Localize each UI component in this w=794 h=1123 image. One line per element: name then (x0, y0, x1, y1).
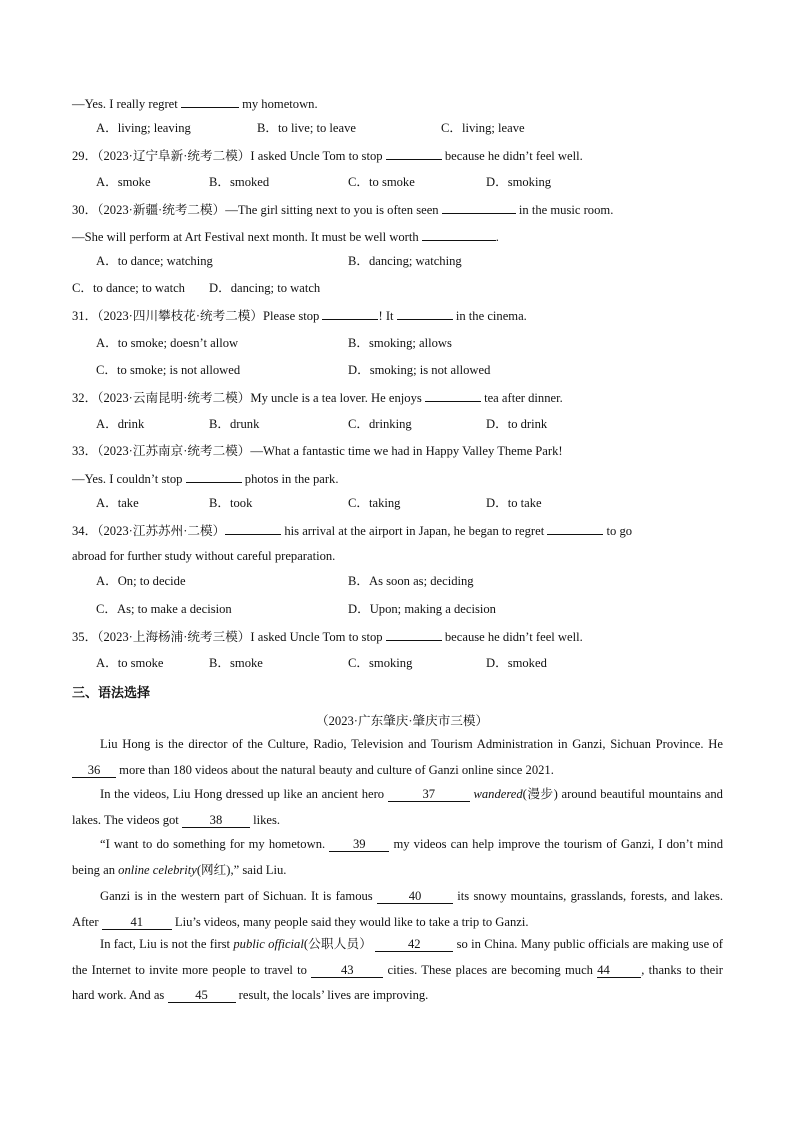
question-number: 30． (72, 203, 98, 217)
question-source: （2023·江苏苏州·二模） (97, 524, 226, 538)
blank-39: 39 (329, 837, 389, 852)
option-a: A．to smoke (96, 656, 164, 670)
option-b: B．took (209, 496, 253, 510)
option-c: C．drinking (348, 417, 412, 431)
answer-blank (422, 228, 496, 241)
option-c: C．living; leave (441, 121, 525, 135)
blank-45: 45 (168, 988, 236, 1003)
question-text-mid: ! It (378, 309, 394, 323)
question-text-after: photos in the park. (244, 472, 339, 486)
option-d: D．dancing; to watch (209, 281, 321, 295)
passage-text: Liu’s videos, many people said they would like to take a trip to Ganzi. (174, 914, 529, 929)
passage-paragraph-4 (72, 884, 723, 935)
blank-42: 42 (375, 937, 453, 952)
blank-40: 40 (377, 889, 453, 904)
passage-text: its snowy mountains, grasslands, forests, and lakes. After (72, 889, 723, 929)
option-d: D．smoking (486, 175, 552, 189)
section-title: 三、语法选择 (72, 686, 151, 701)
option-c: C．taking (348, 496, 401, 510)
question-33 (72, 443, 563, 459)
question-31 (72, 307, 527, 324)
passage-source: （2023·广东肇庆·肇庆市三模） (316, 714, 489, 728)
question-number: 31． (72, 309, 98, 323)
passage-italic: wandered (473, 787, 523, 801)
option-a: A．to smoke; doesn’t allow (96, 336, 239, 350)
q28-reply-text: —Yes. I really regret (72, 97, 178, 111)
passage-text: In fact, Liu is not the first (100, 937, 231, 951)
option-d: D．Upon; making a decision (348, 602, 496, 616)
passage-text: Liu Hong is the director of the Culture, Radio, Television and Tourism Administration in Ganzi, Sichuan Province. He (100, 737, 723, 751)
option-b: B．to live; to leave (257, 121, 356, 135)
question-text-after: . (495, 230, 499, 244)
question-text: —The girl sitting next to you is often seen (225, 203, 439, 217)
question-30 (72, 201, 613, 218)
question-source: （2023·新疆·统考二模） (97, 203, 226, 217)
option-b: B．smoke (209, 656, 263, 670)
answer-blank (397, 307, 453, 320)
option-d: D．smoking; is not allowed (348, 363, 491, 377)
passage-italic: online celebrity (118, 862, 197, 877)
question-number: 35． (72, 630, 98, 644)
passage-text: In the videos, Liu Hong dressed up like an ancient hero (100, 787, 385, 801)
question-text: —She will perform at Art Festival next month. It must be well worth (72, 230, 419, 244)
question-32 (72, 389, 563, 406)
passage-text: result, the locals’ lives are improving. (238, 988, 429, 1002)
passage-text: Ganzi is in the western part of Sichuan. It is famous (100, 889, 373, 903)
chinese-gloss: (网红) (196, 862, 231, 877)
option-c: C．As; to make a decision (96, 602, 232, 616)
option-c: C．smoking (348, 656, 413, 670)
answer-blank (225, 522, 281, 535)
blank-37: 37 (388, 787, 470, 802)
answer-blank (386, 147, 442, 160)
question-source: （2023·上海杨浦·统考三模） (97, 630, 251, 644)
question-text: My uncle is a tea lover. He enjoys (250, 391, 422, 405)
answer-blank (186, 470, 242, 483)
option-b: B．dancing; watching (348, 254, 462, 268)
question-number: 34． (72, 524, 98, 538)
option-b: B．smoking; allows (348, 336, 452, 350)
option-b: B．As soon as; deciding (348, 574, 474, 588)
answer-blank (322, 307, 378, 320)
question-source: （2023·江苏南京·统考二模） (97, 444, 251, 458)
question-text-after: to go (606, 524, 633, 538)
passage-paragraph-1 (72, 732, 723, 783)
question-text: Please stop (263, 309, 320, 323)
passage-text: more than 180 videos about the natural beauty and culture of Ganzi online since 2021. (119, 762, 554, 777)
option-b: B．drunk (209, 417, 260, 431)
q28-reply-after: my hometown. (242, 97, 318, 111)
question-text-after: because he didn’t feel well. (444, 149, 583, 163)
question-source: （2023·辽宁阜新·统考二模） (97, 149, 251, 163)
option-d: D．to take (486, 496, 542, 510)
option-a: A．smoke (96, 175, 151, 189)
passage-paragraph-3 (72, 832, 723, 883)
passage-text: ,” said Liu. (230, 862, 287, 877)
answer-blank (547, 522, 603, 535)
passage-text: so in China. Many public officials are making use of the Internet to invite more people to travel to (72, 937, 723, 977)
question-text-after: in the music room. (518, 203, 614, 217)
passage-paragraph-2 (72, 782, 723, 833)
question-text: I asked Uncle Tom to stop (250, 630, 383, 644)
option-d: D．to drink (486, 417, 548, 431)
question-33-line2 (72, 470, 339, 487)
passage-text: , thanks to their hard work. And as (72, 962, 723, 1002)
blank-41: 41 (102, 915, 172, 930)
question-source: （2023·四川攀枝花·统考二模） (97, 309, 263, 323)
question-source: （2023·云南昆明·统考二模） (97, 391, 251, 405)
question-text-after: in the cinema. (455, 309, 527, 323)
question-30-line2 (72, 228, 499, 245)
option-c: C．to smoke; is not allowed (96, 363, 241, 377)
question-number: 33． (72, 444, 98, 458)
q28-reply-line (72, 95, 318, 112)
passage-text: cities. These places are becoming much (387, 962, 593, 977)
passage-italic: public official (233, 937, 304, 951)
question-text-after: tea after dinner. (484, 391, 563, 405)
question-number: 32． (72, 391, 98, 405)
question-text: his arrival at the airport in Japan, he began to regret (284, 524, 545, 538)
question-text-after: because he didn’t feel well. (444, 630, 583, 644)
option-d: D．smoked (486, 656, 547, 670)
blank-43: 43 (311, 963, 383, 978)
option-a: A．take (96, 496, 139, 510)
answer-blank (386, 628, 442, 641)
question-29 (72, 147, 583, 164)
passage-text: around beautiful mountains and lakes. The videos got (72, 787, 723, 827)
question-34 (72, 522, 632, 539)
option-a: A．living; leaving (96, 121, 191, 135)
option-a: A．On; to decide (96, 574, 186, 588)
blank-36: 36 (72, 763, 116, 778)
question-34-line2: abroad for further study without careful preparation. (72, 549, 336, 563)
question-text: I asked Uncle Tom to stop (250, 149, 383, 163)
answer-blank (425, 389, 481, 402)
passage-paragraph-5 (72, 932, 723, 1009)
passage-text: “I want to do something for my hometown. (100, 837, 326, 851)
option-b: B．smoked (209, 175, 270, 189)
option-c: C．to smoke (348, 175, 415, 189)
question-number: 29． (72, 149, 98, 163)
blank-38: 38 (182, 813, 250, 828)
option-c: C．to dance; to watch (72, 281, 185, 295)
chinese-gloss: (漫步) (522, 787, 558, 801)
question-text: —What a fantastic time we had in Happy Valley Theme Park! (250, 444, 563, 458)
question-text: —Yes. I couldn’t stop (72, 472, 183, 486)
question-35 (72, 628, 583, 645)
passage-text: likes. (253, 812, 281, 827)
option-a: A．to dance; watching (96, 254, 213, 268)
chinese-gloss: (公职人员） (303, 937, 372, 951)
blank-44: 44 (597, 963, 641, 978)
option-a: A．drink (96, 417, 145, 431)
passage-text: my videos can help improve the tourism of Ganzi, I don’t mind being an (72, 837, 724, 877)
answer-blank (442, 201, 516, 214)
answer-blank (181, 95, 239, 108)
